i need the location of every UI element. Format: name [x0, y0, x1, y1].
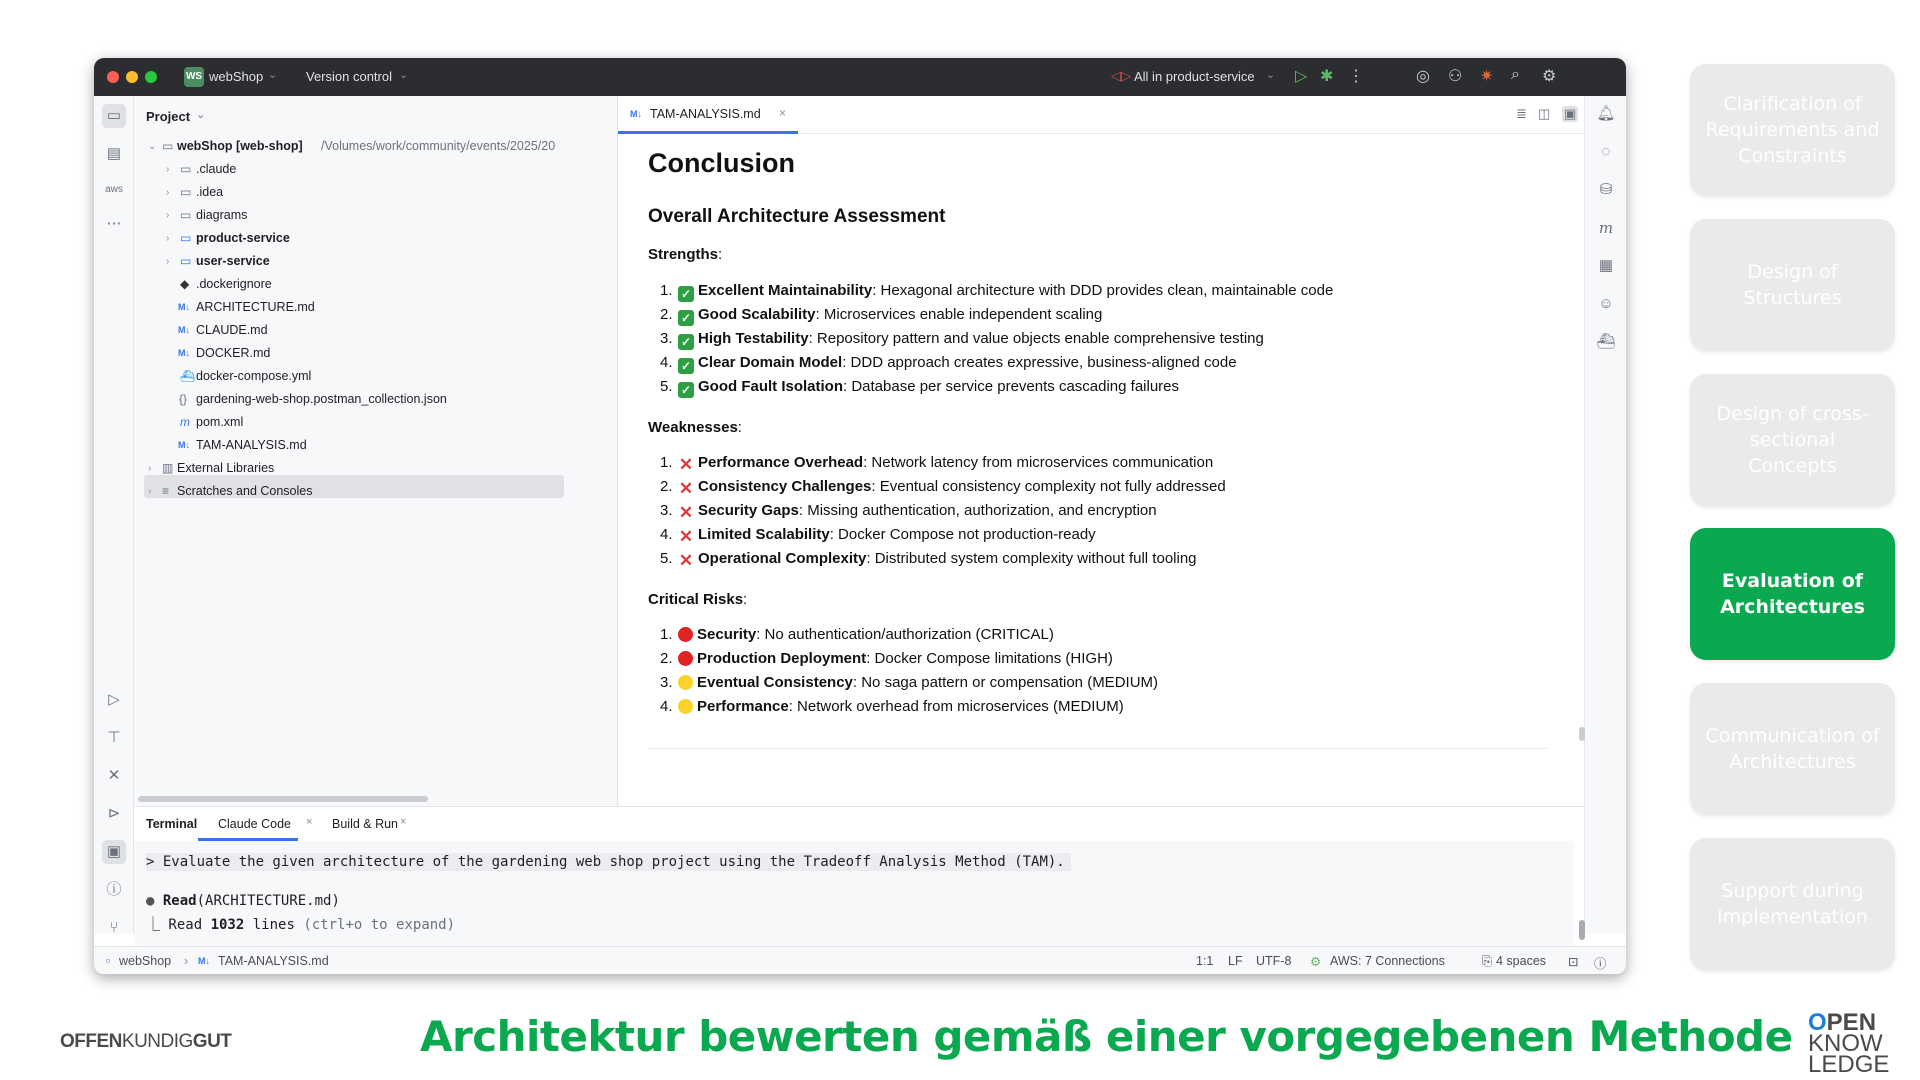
lock-icon[interactable]: ⊡	[1568, 955, 1579, 969]
list-item	[660, 526, 1096, 545]
folder-icon: ▭	[180, 185, 192, 199]
terminal-icon[interactable]: ▣	[102, 840, 126, 864]
list-item	[660, 550, 1197, 569]
list-number: 3.	[660, 502, 673, 519]
list-number: 2.	[660, 306, 673, 323]
step-label: Support during Implementation	[1717, 880, 1868, 928]
left-tool-strip	[94, 96, 134, 934]
more-tools-icon[interactable]: ⋯	[106, 215, 122, 232]
json-icon: {}	[179, 392, 188, 406]
tree-item-label: pom.xml	[196, 415, 244, 429]
cross-icon: ✕	[678, 479, 694, 498]
risks-label: Critical Risks	[648, 591, 744, 608]
maximize-window-button[interactable]	[145, 71, 157, 83]
brand-part: KUNDIG	[121, 1031, 193, 1052]
logo-line: KNOW	[1808, 1030, 1883, 1057]
editor	[618, 96, 1584, 806]
tree-root-path: /Volumes/work/community/events/2025/20	[321, 139, 556, 153]
tab-terminal[interactable]: Terminal	[146, 817, 198, 831]
item-title: Consistency Challenges	[698, 478, 872, 495]
list-item	[660, 674, 1158, 691]
docker-compose-icon: ⛴	[180, 369, 196, 383]
item-text: : Docker Compose not production-ready	[829, 526, 1096, 543]
list-item	[660, 282, 1333, 302]
step-label: Design of cross-sectional Concepts	[1716, 403, 1869, 477]
list-item	[660, 306, 1102, 326]
tab-tam-analysis[interactable]	[618, 96, 798, 134]
check-icon: ✓	[678, 334, 694, 350]
tool-name: Read	[162, 893, 197, 909]
tree-item-label: gardening-web-shop.postman_collection.json	[196, 392, 447, 406]
markdown-icon: M↓	[630, 109, 642, 119]
run-icon[interactable]: ▷	[1295, 68, 1308, 85]
logo-o: O	[1808, 1009, 1827, 1036]
tree-item-label: .claude	[196, 162, 237, 176]
module-folder-icon: ▭	[180, 231, 192, 245]
item-title: Security Gaps	[698, 502, 799, 519]
item-title: Production Deployment	[697, 650, 867, 667]
red-circle-icon	[678, 651, 693, 666]
tree-item-label: user-service	[196, 254, 270, 268]
tree-item-label: .dockerignore	[196, 277, 272, 291]
step-communication	[1690, 683, 1895, 815]
chevron-right-icon: ›	[166, 233, 170, 244]
tab-claude-code[interactable]: Claude Code	[218, 817, 291, 831]
logo-line: PEN	[1826, 1009, 1877, 1036]
horizontal-scrollbar[interactable]	[138, 796, 428, 802]
docker-tool-icon[interactable]: ⛴	[1596, 333, 1616, 350]
list-number: 1.	[660, 626, 673, 643]
split-view-icon[interactable]: ◫	[1538, 106, 1551, 121]
brand-part: GUT	[192, 1031, 232, 1052]
editor-only-icon[interactable]: ≣	[1516, 106, 1527, 121]
weaknesses-label: Weaknesses	[648, 419, 738, 436]
tree-item-label: Scratches and Consoles	[177, 484, 313, 498]
item-title: Good Scalability	[698, 306, 816, 323]
indent-icon: ⎘	[1482, 954, 1493, 968]
list-number: 1.	[660, 282, 673, 299]
item-text: : Distributed system complexity without full tooling	[866, 550, 1197, 567]
list-item	[660, 502, 1157, 521]
list-number: 4.	[660, 354, 673, 371]
tree-item-label: DOCKER.md	[196, 346, 271, 360]
item-title: Performance	[697, 698, 789, 715]
item-text: : Database per service prevents cascading failures	[843, 378, 1180, 395]
tree-item-label: .idea	[196, 185, 224, 199]
check-icon: ✓	[678, 286, 694, 302]
cross-icon: ✕	[678, 503, 694, 522]
chevron-down-icon: ⌄	[196, 109, 206, 121]
slide-headline: Architektur bewerten gemäß einer vorgegebenen Methode	[420, 1012, 1793, 1061]
list-number: 1.	[660, 454, 673, 471]
tool-arg: (ARCHITECTURE.md)	[196, 893, 340, 909]
strengths-section-label: Strengths:	[648, 246, 723, 263]
markdown-icon: M↓	[178, 325, 190, 335]
item-text: : DDD approach creates expressive, business-aligned code	[842, 354, 1237, 371]
item-text: : Microservices enable independent scaling	[815, 306, 1103, 323]
markdown-icon: M↓	[178, 302, 190, 312]
cross-icon: ✕	[678, 455, 694, 474]
maven-icon[interactable]: m	[1598, 219, 1614, 237]
list-number: 5.	[660, 378, 673, 395]
build-icon[interactable]: ⊤	[107, 729, 121, 746]
run-config-icon: ◁▷	[1111, 68, 1131, 83]
more-icon[interactable]: ⋮	[1348, 68, 1364, 85]
module-folder-icon: ▭	[162, 139, 174, 153]
project-pane-title[interactable]: Project	[146, 109, 191, 124]
services-icon[interactable]: ✕	[107, 767, 121, 784]
module-folder-icon: ▭	[180, 254, 192, 268]
item-title: Operational Complexity	[698, 550, 867, 567]
check-icon: ✓	[678, 382, 694, 398]
item-text: : Network overhead from microservices (MEDIUM)	[788, 698, 1124, 715]
chevron-right-icon: ›	[166, 210, 170, 221]
folder-icon: ▭	[180, 208, 192, 222]
project-badge[interactable]: WS	[184, 67, 204, 87]
list-item	[660, 454, 1213, 473]
tool-call-line	[146, 893, 340, 909]
item-title: Clear Domain Model	[698, 354, 843, 371]
debug-icon[interactable]: ✱	[1320, 68, 1334, 85]
close-icon[interactable]: ×	[306, 816, 313, 828]
list-item	[660, 478, 1226, 497]
list-number: 4.	[660, 526, 673, 543]
open-knowledge-logo	[1808, 1009, 1890, 1078]
chevron-right-icon: ›	[148, 486, 152, 497]
step-clarification	[1690, 64, 1895, 196]
cross-icon: ✕	[678, 527, 694, 546]
chevron-right-icon: ›	[166, 256, 170, 267]
chevron-down-icon: ⌄	[399, 69, 409, 81]
editor-tab-bar	[618, 96, 1584, 134]
ai-assistant-icon[interactable]: ◎	[1416, 68, 1430, 85]
logo-line: LEDGE	[1808, 1051, 1890, 1078]
tree-item-label: TAM-ANALYSIS.md	[196, 438, 307, 452]
maven-icon: m	[180, 415, 190, 429]
tree-item-label: product-service	[196, 231, 290, 245]
check-icon: ✓	[678, 310, 694, 326]
doc-heading: Conclusion	[648, 148, 795, 178]
list-item	[660, 626, 1054, 643]
step-label: Evaluation of Architectures	[1720, 570, 1865, 618]
tool-result-line	[146, 914, 455, 934]
chevron-right-icon: ›	[184, 954, 189, 968]
structure-icon[interactable]: ▤	[106, 145, 122, 162]
aws-connections[interactable]: AWS: 7 Connections	[1330, 954, 1445, 968]
item-text: : Missing authentication, authorization, and encryption	[798, 502, 1157, 519]
brand-logo-left	[60, 1031, 231, 1053]
bullet-icon: ●	[146, 893, 155, 909]
item-text: : Eventual consistency complexity not fully addressed	[871, 478, 1226, 495]
result-prefix: ⎿ Read	[146, 917, 211, 933]
chevron-right-icon: ›	[166, 164, 170, 175]
right-tool-strip	[1584, 96, 1626, 934]
version-control-menu[interactable]: Version control	[306, 69, 392, 84]
info-icon[interactable]: ⓘ	[1594, 957, 1607, 971]
red-circle-icon	[678, 627, 693, 642]
chevron-down-icon: ⌄	[148, 141, 157, 152]
item-text: : Network latency from microservices communication	[863, 454, 1214, 471]
endpoints-icon[interactable]: ▦	[1598, 257, 1614, 274]
tree-item-label: CLAUDE.md	[196, 323, 268, 337]
breadcrumb-project[interactable]: webShop	[119, 954, 172, 968]
minimize-window-button[interactable]	[126, 71, 138, 83]
yellow-circle-icon	[678, 675, 693, 690]
indent-setting[interactable]: 4 spaces	[1496, 954, 1547, 968]
list-item	[660, 378, 1179, 398]
folder-icon: ▭	[180, 162, 192, 176]
item-text: : Docker Compose limitations (HIGH)	[866, 650, 1113, 667]
item-text: : No authentication/authorization (CRITICAL)	[756, 626, 1054, 643]
doc-subheading: Overall Architecture Assessment	[648, 206, 946, 227]
item-text: : Hexagonal architecture with DDD provides clean, maintainable code	[872, 282, 1334, 299]
brand-part: OFFEN	[60, 1031, 122, 1052]
markdown-preview	[648, 134, 1548, 806]
aws-status-icon: ⚙	[1310, 955, 1322, 969]
list-item	[660, 330, 1264, 350]
close-window-button[interactable]	[107, 71, 119, 83]
docker-icon: ◆	[180, 277, 190, 291]
horizontal-rule	[648, 748, 1548, 749]
folder-icon[interactable]: ▭	[102, 104, 126, 128]
check-icon: ✓	[678, 358, 694, 374]
tab-build-run[interactable]: Build & Run	[332, 817, 399, 831]
git-branch-icon[interactable]: ⑂	[109, 919, 119, 936]
step-evaluation	[1690, 528, 1895, 660]
list-item	[660, 650, 1113, 667]
markdown-icon: M↓	[178, 440, 190, 450]
list-number: 2.	[660, 478, 673, 495]
aws-icon[interactable]: aws	[105, 184, 123, 195]
weaknesses-section-label: Weaknesses:	[648, 419, 742, 436]
result-suffix: lines	[244, 917, 304, 933]
list-number: 3.	[660, 674, 673, 691]
library-icon: ▥	[162, 461, 174, 475]
item-title: Security	[697, 626, 757, 643]
item-title: Limited Scalability	[698, 526, 830, 543]
item-text: : Repository pattern and value objects enable comprehensive testing	[808, 330, 1264, 347]
item-title: Good Fault Isolation	[698, 378, 843, 395]
terminal-scrollbar[interactable]	[1579, 920, 1585, 940]
chevron-down-icon: ⌄	[268, 69, 278, 81]
terminal-output[interactable]	[134, 841, 1574, 947]
step-label: Clarification of Requirements and Constraints	[1705, 93, 1880, 167]
expand-hint: (ctrl+o to expand)	[303, 917, 456, 933]
project-pane	[134, 96, 618, 806]
notifications-icon[interactable]: 🔔︎	[1596, 105, 1616, 122]
editor-scrollbar[interactable]	[1579, 727, 1585, 741]
chevron-right-icon: ›	[166, 187, 170, 198]
run-icon[interactable]: ▷	[108, 691, 120, 708]
yellow-circle-icon	[678, 699, 693, 714]
markdown-icon: M↓	[198, 956, 210, 966]
copilot-icon[interactable]: ☺	[1598, 295, 1614, 312]
chevron-down-icon: ⌄	[1266, 69, 1276, 81]
line-separator[interactable]: LF	[1228, 954, 1243, 968]
item-title: Eventual Consistency	[697, 674, 853, 691]
line-count: 1032	[210, 917, 245, 933]
item-title: Performance Overhead	[698, 454, 864, 471]
step-design-concepts	[1690, 374, 1895, 506]
project-switcher[interactable]: webShop	[209, 69, 264, 84]
list-number: 2.	[660, 650, 673, 667]
ide-window	[94, 58, 1626, 974]
preview-only-icon[interactable]: ▣	[1564, 106, 1577, 121]
step-label: Design of Structures	[1743, 261, 1842, 309]
list-item	[660, 354, 1237, 374]
tree-root-label: webShop [web-shop]	[177, 139, 303, 153]
breadcrumb-file[interactable]: TAM-ANALYSIS.md	[218, 954, 329, 968]
tree-item-label: diagrams	[196, 208, 248, 222]
step-support	[1690, 838, 1895, 970]
list-number: 5.	[660, 550, 673, 567]
close-icon[interactable]: ×	[400, 816, 407, 828]
step-label: Communication of Architectures	[1705, 725, 1880, 773]
database-icon[interactable]: ⛁	[1599, 181, 1613, 198]
terminal-panel	[134, 806, 1584, 946]
tab-label: TAM-ANALYSIS.md	[650, 107, 761, 121]
cross-icon: ✕	[678, 551, 694, 570]
item-title: High Testability	[698, 330, 809, 347]
risks-section-label: Critical Risks:	[648, 591, 748, 608]
item-text: : No saga pattern or compensation (MEDIUM)	[852, 674, 1159, 691]
list-item	[660, 698, 1124, 715]
gear-icon[interactable]: ⚙	[1542, 68, 1557, 85]
add-user-icon[interactable]: ⚇	[1448, 68, 1463, 85]
terminal-command: > Evaluate the given architecture of the gardening web shop project using the Tradeoff Analysis Method (TAM).	[146, 853, 1071, 871]
status-bar	[94, 946, 1626, 974]
terminal-tab-bar	[134, 807, 1584, 841]
strengths-label: Strengths	[648, 246, 719, 263]
item-title: Excellent Maintainability	[698, 282, 873, 299]
tree-item-label: External Libraries	[177, 461, 275, 475]
file-encoding[interactable]: UTF-8	[1256, 954, 1292, 968]
list-number: 4.	[660, 698, 673, 715]
claude-icon[interactable]: ✷	[1480, 68, 1494, 85]
markdown-icon: M↓	[178, 348, 190, 358]
list-number: 3.	[660, 330, 673, 347]
title-bar	[94, 58, 1626, 96]
run-config-selector[interactable]: All in product-service	[1134, 69, 1255, 84]
chevron-right-icon: ›	[148, 463, 152, 474]
cursor-position[interactable]: 1:1	[1196, 954, 1214, 968]
tree-item-label: ARCHITECTURE.md	[196, 300, 315, 314]
debug-run-icon[interactable]: ⊳	[107, 805, 121, 822]
module-icon: ▫	[106, 954, 111, 968]
tree-item-label: docker-compose.yml	[196, 369, 312, 383]
scratches-icon: ≡	[162, 484, 170, 498]
search-icon[interactable]: ⌕	[1511, 66, 1520, 83]
problems-icon[interactable]: ⓘ	[106, 881, 122, 898]
step-design-structures	[1690, 219, 1895, 351]
ai-chat-icon[interactable]: ◌	[1601, 143, 1611, 160]
close-icon[interactable]: ×	[779, 106, 787, 120]
